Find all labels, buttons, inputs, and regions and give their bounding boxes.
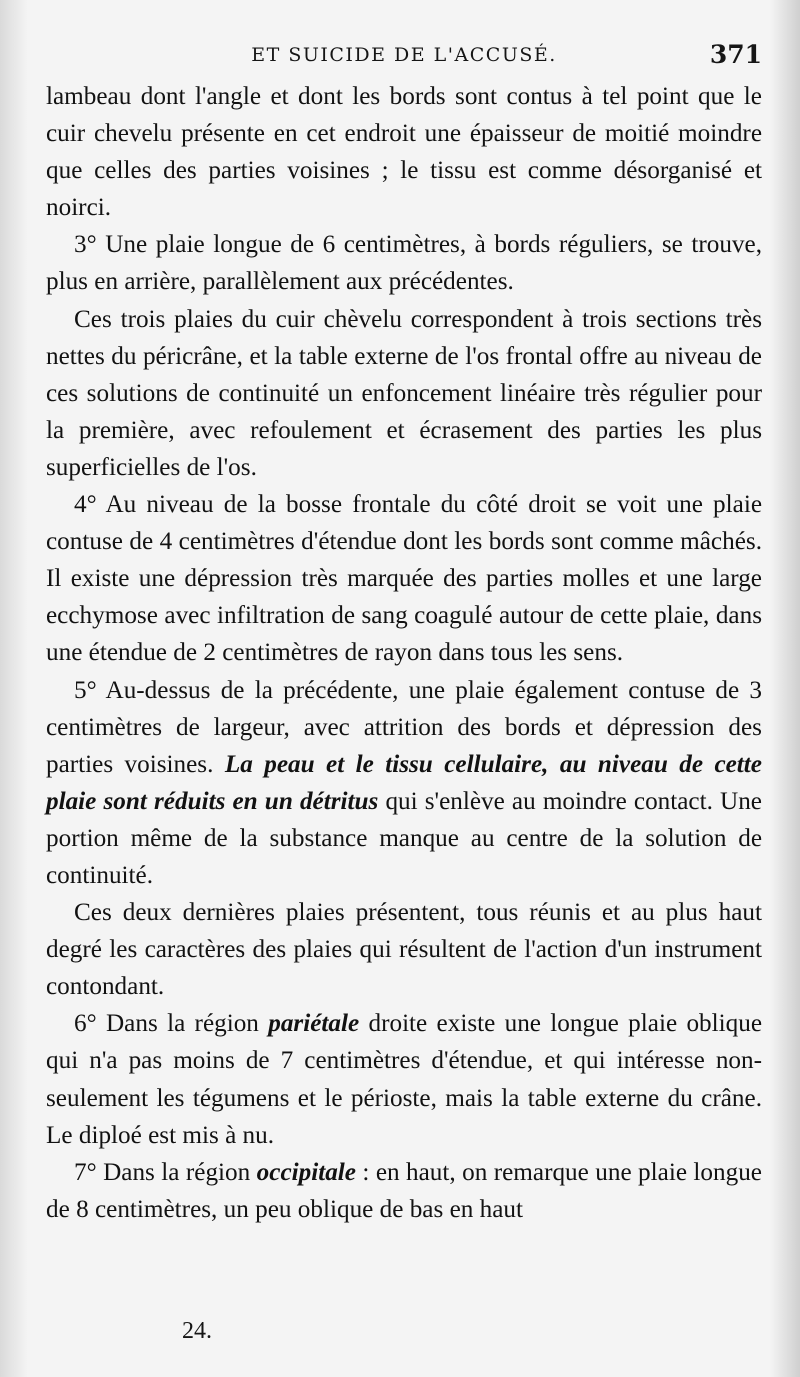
paragraph-text: 3° Une plaie longue de 6 centimètres, à bords réguliers, se trouve, plus en arrière, parallèlement aux précédentes.: [46, 231, 762, 296]
paragraph-text: 5° Au-dessus de la précédente, une plaie également contuse de 3 centimètres de largeur, avec attrition des bords et dépression des parties voisines.: [46, 676, 762, 778]
paragraph: [46, 672, 762, 895]
body-text: [46, 78, 762, 1228]
page-edge-left: [0, 0, 28, 1377]
paragraph: [46, 486, 762, 671]
paragraph-text: 4° Au niveau de la bosse frontale du côté droit se voit une plaie contuse de 4 centimètres d'étendue dont les bords sont comme mâchés. Il existe une dépression très marquée des parties molles et une large ecchymose avec infiltration de sang coagulé autour de cette plaie, dans une étendue de 2 centimètres de rayon dans tous les sens.: [46, 491, 762, 667]
paragraph-text: : en haut, on remarque une plaie longue de 8 centimètres, un peu oblique de bas en haut: [46, 1158, 762, 1223]
paragraph-text: lambeau dont l'angle et dont les bords sont contus à tel point que le cuir chevelu présente en cet endroit une épaisseur de moitié moindre que celles des parties voisines ; le tissu est comme désorganisé et noirci.: [46, 83, 762, 222]
italic-text: occipitale: [256, 1158, 356, 1186]
paragraph: [46, 1005, 762, 1153]
paragraph: [46, 301, 762, 486]
paragraph-text: droite existe une longue plaie oblique qui n'a pas moins de 7 centimètres d'étendue, et qui intéresse non-seulement les tégumens et le périoste, mais la table externe du crâne. Le diploé est mis à nu.: [46, 1010, 762, 1149]
paragraph-text: qui s'enlève au moindre contact. Une portion même de la substance manque au centre de la solution de continuité.: [46, 787, 762, 889]
paragraph-text: 6° Dans la région: [74, 1010, 269, 1038]
paragraph: [46, 894, 762, 1005]
page-header: [46, 38, 762, 82]
paragraph-text: Ces trois plaies du cuir chèvelu correspondent à trois sections très nettes du péricrâne, et la table externe de l'os frontal offre au niveau de ces solutions de continuité un enfoncement linéaire très régulier pour la première, avec refoulement et écrasement des parties les plus superficielles de l'os.: [46, 305, 762, 481]
italic-text: La peau et le tissu cellulaire, au niveau de cette plaie sont réduits en un détritus: [46, 750, 762, 815]
paragraph: [46, 78, 762, 226]
printer-signature: 24.: [182, 1318, 212, 1344]
paragraph-text: 7° Dans la région: [74, 1158, 257, 1186]
paragraph-text: Ces deux dernières plaies présentent, tous réunis et au plus haut degré les caractères des plaies qui résultent de l'action d'un instrument contondant.: [46, 899, 762, 1001]
paragraph: [46, 1154, 762, 1228]
page-number: 371: [709, 40, 762, 69]
running-head: ET SUICIDE DE L'ACCUSÉ.: [251, 44, 557, 66]
italic-text: pariétale: [268, 1010, 360, 1038]
paragraph: [46, 226, 762, 300]
page-edge-right: [770, 0, 800, 1377]
